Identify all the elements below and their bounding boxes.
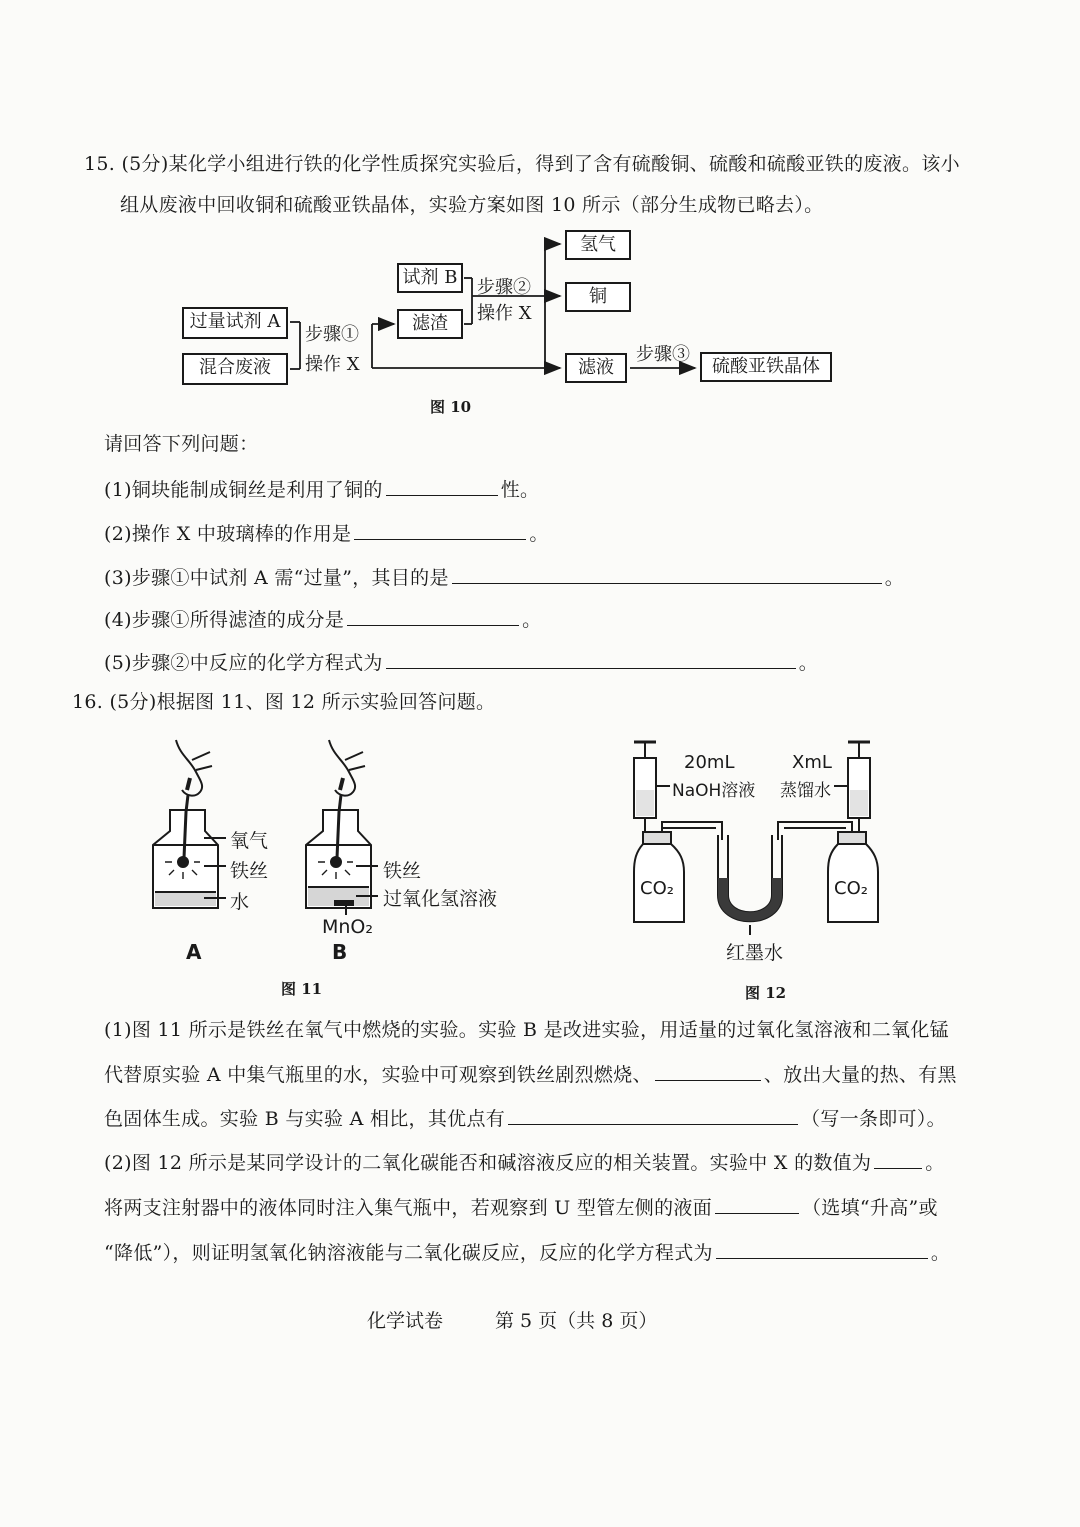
q15-sub3-text: (3)步骤①中试剂 A 需“过量”，其目的是: [104, 567, 449, 589]
q16-p2-line3-text: “降低”），则证明氢氧化钠溶液能与二氧化碳反应，反应的化学方程式为: [104, 1242, 713, 1264]
q16-p1-line1: (1)图 11 所示是铁丝在氧气中燃烧的实验。实验 B 是改进实验，用适量的过氧化氢溶液和二氧化锰: [104, 1019, 949, 1041]
q16-p2-line2-text: 将两支注射器中的液体同时注入集气瓶中，若观察到 U 型管左侧的液面: [104, 1197, 712, 1219]
answer-blank-6[interactable]: [655, 1062, 761, 1081]
q16-p2-line3-tail: 。: [930, 1242, 951, 1264]
label-operation-x-1: 操作 X: [305, 354, 360, 375]
page-footer: [367, 1306, 657, 1333]
q16-p2-line1-tail: 。: [925, 1152, 945, 1174]
fig11-label-a: A: [186, 940, 202, 964]
q15-sub3-tail: 。: [884, 567, 905, 589]
answer-blank-8[interactable]: [874, 1150, 922, 1169]
box-ferrous-sulfate-crystal: 硫酸亚铁晶体: [700, 352, 832, 382]
q15-sub5-tail: 。: [798, 652, 819, 674]
q16-p1-line2-text: 代替原实验 A 中集气瓶里的水，实验中可观察到铁丝剧烈燃烧、: [104, 1064, 652, 1086]
fig12-right-volume: XmL: [792, 752, 832, 773]
q15-sub5-text: (5)步骤②中反应的化学方程式为: [104, 652, 383, 674]
fig11-label-mno2: MnO₂: [322, 916, 374, 938]
figure-11-caption: 图 11: [281, 980, 323, 998]
box-reagent-b: 试剂 B: [397, 263, 463, 293]
q16-p1-line2-tail: 、放出大量的热、有黑: [763, 1064, 957, 1086]
q15-intro-line2: 组从废液中回收铜和硫酸亚铁晶体，实验方案如图 10 所示（部分生成物已略去）。: [120, 194, 824, 216]
bottle-b-mno2: [334, 900, 354, 906]
fig12-co2-right: CO₂: [834, 878, 868, 899]
label-step2: 步骤②: [477, 277, 531, 298]
footer-subject: 化学试卷: [367, 1310, 444, 1332]
q16-p2-line3: [104, 1240, 950, 1265]
q16-p1-line3: [104, 1106, 946, 1131]
label-step3: 步骤③: [636, 344, 690, 365]
fig12-right-liquid: 蒸馏水: [780, 781, 831, 801]
figure-12-caption: 图 12: [745, 984, 787, 1002]
label-operation-x-2: 操作 X: [477, 303, 532, 324]
q16-p2-line2: [104, 1195, 938, 1220]
fig11-label-peroxide: 过氧化氢溶液: [383, 888, 498, 910]
q15-intro-line1: 15. (5分)某化学小组进行铁的化学性质探究实验后，得到了含有硫酸铜、硫酸和硫酸亚铁的废液。该小: [84, 153, 960, 175]
fig12-left-liquid: NaOH溶液: [672, 781, 756, 801]
bottle-a-iron-ember: [178, 857, 188, 867]
box-residue: 滤渣: [397, 309, 463, 339]
q16-p1-line3-tail: （写一条即可）。: [801, 1108, 946, 1130]
bottle-b-iron-ember: [331, 857, 341, 867]
q16-p1-line2: [104, 1062, 957, 1087]
box-filtrate: 滤液: [565, 353, 627, 383]
box-hydrogen: 氢气: [565, 230, 631, 260]
q15-sub2-tail: 。: [529, 523, 549, 545]
box-mixed-waste: 混合废液: [182, 353, 288, 385]
q16-p1-line3-text: 色固体生成。实验 B 与实验 A 相比，其优点有: [104, 1108, 506, 1130]
footer-page-number: 第 5 页（共 8 页）: [495, 1310, 658, 1332]
fig12-left-volume: 20mL: [684, 752, 735, 773]
q16-intro: 16. (5分)根据图 11、图 12 所示实验回答问题。: [72, 691, 496, 713]
box-reagent-a: 过量试剂 A: [182, 307, 288, 339]
q16-p2-line1: [104, 1150, 945, 1175]
label-step1: 步骤①: [305, 324, 359, 345]
fig11-label-oxygen: 氧气: [230, 830, 269, 852]
q15-sub4-text: (4)步骤①所得滤渣的成分是: [104, 609, 345, 631]
fig12-label-red-ink: 红墨水: [726, 942, 784, 964]
figure-10-caption: 图 10: [430, 398, 472, 416]
fig11-label-wire-b: 铁丝: [383, 860, 422, 882]
q15-sub1-tail: 性。: [500, 479, 540, 501]
q16-p2-line1-text: (2)图 12 所示是某同学设计的二氧化碳能否和碱溶液反应的相关装置。实验中 X 的数值为: [104, 1152, 872, 1174]
answer-blank-10[interactable]: [716, 1240, 928, 1259]
q15-sub1-text: (1)铜块能制成铜丝是利用了铜的: [104, 479, 383, 501]
q15-sub4-tail: 。: [522, 609, 542, 631]
answer-blank-7[interactable]: [508, 1106, 798, 1125]
box-copper: 铜: [565, 282, 631, 312]
fig12-co2-left: CO₂: [640, 878, 674, 899]
fig11-label-water: 水: [230, 891, 250, 913]
answer-blank-9[interactable]: [715, 1195, 799, 1214]
q16-p2-line2-tail: （选填“升高”或: [802, 1197, 938, 1219]
q15-sub2-text: (2)操作 X 中玻璃棒的作用是: [104, 523, 352, 545]
q15-prompt: 请回答下列问题：: [104, 433, 259, 455]
fig11-label-wire-a: 铁丝: [230, 860, 269, 882]
fig11-label-b: B: [332, 940, 348, 964]
